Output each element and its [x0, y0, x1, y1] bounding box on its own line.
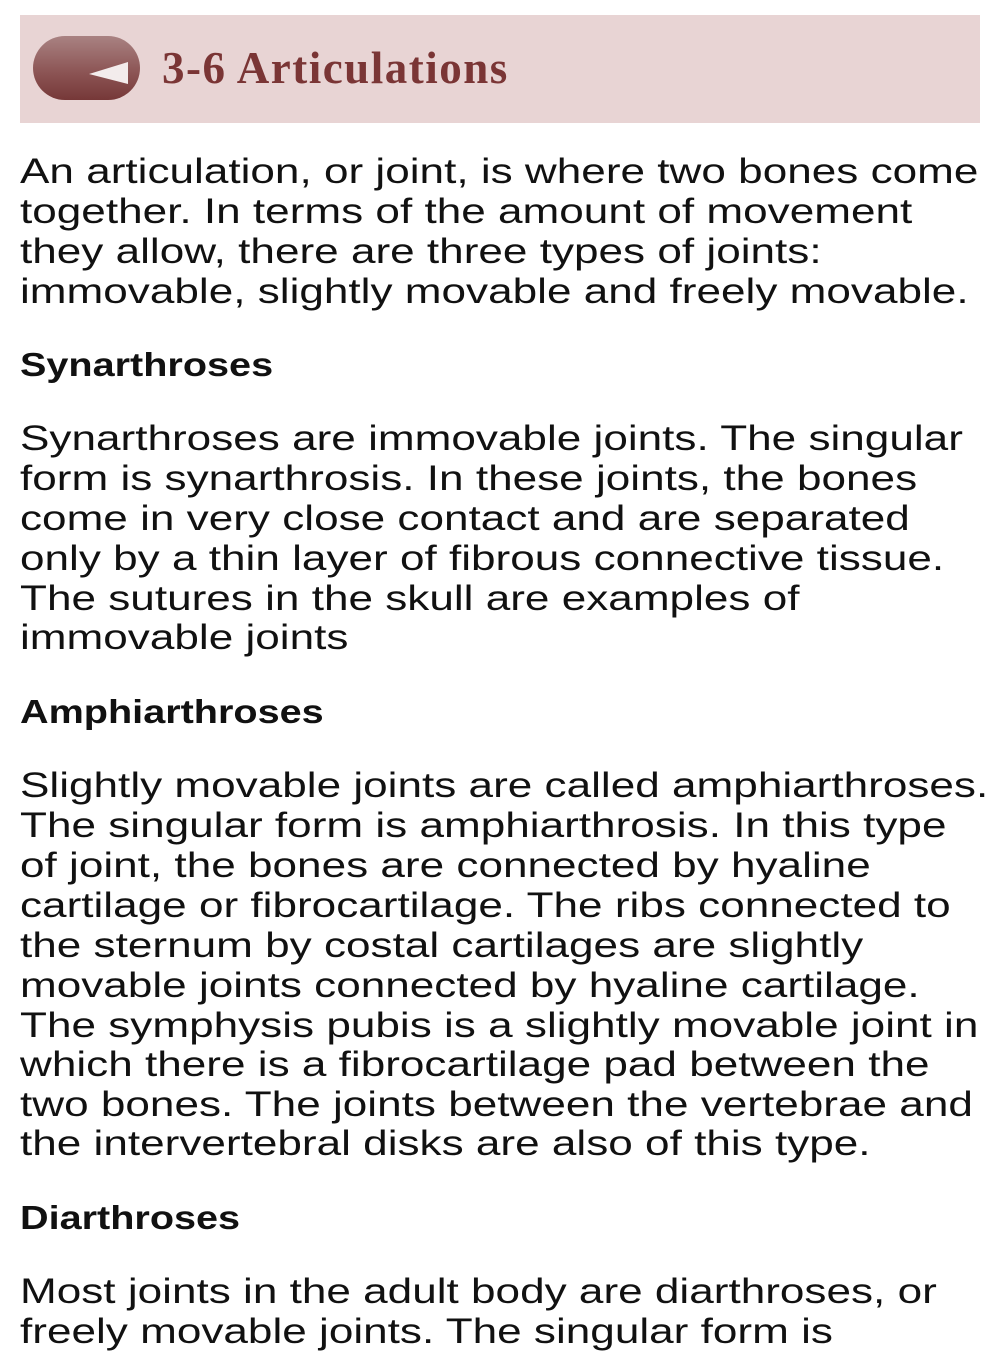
paragraph-line: they allow, there are three types of joints: [20, 232, 822, 271]
back-arrow-icon [33, 36, 140, 100]
paragraph-line: of joint, the bones are connected by hyaline [20, 846, 871, 885]
paragraph-line: form is synarthrosis. In these joints, the bones [20, 459, 918, 498]
paragraph-line: An articulation, or joint, is where two bones come [20, 152, 979, 191]
paragraph-line: the intervertebral disks are also of this type. [20, 1124, 871, 1163]
header-bar [20, 15, 980, 123]
paragraph-line: movable joints connected by hyaline cartilage. [20, 966, 920, 1005]
paragraph-line: two bones. The joints between the vertebrae and [20, 1085, 973, 1124]
paragraph-line: The symphysis pubis is a slightly movable joint in [20, 1006, 979, 1045]
paragraph-line: Most joints in the adult body are diarthroses, or [20, 1272, 937, 1311]
page-title: 3-6 Articulations [162, 43, 509, 93]
section-heading-synarthroses: Synarthroses [20, 346, 274, 383]
paragraph-line: immovable, slightly movable and freely movable. [20, 272, 969, 311]
paragraph-line: freely movable joints. The singular form is [20, 1312, 833, 1351]
paragraph-line: immovable joints [20, 618, 349, 657]
section-heading-diarthroses: Diarthroses [20, 1199, 241, 1236]
paragraph-line: cartilage or fibrocartilage. The ribs connected to [20, 886, 951, 925]
back-button[interactable] [33, 36, 140, 100]
paragraph-line: which there is a fibrocartilage pad between the [20, 1045, 930, 1084]
paragraph-line: The singular form is amphiarthrosis. In this type [20, 806, 947, 845]
paragraph-line: together. In terms of the amount of movement [20, 192, 913, 231]
paragraph-line: Synarthroses are immovable joints. The singular [20, 419, 963, 458]
paragraph-line: only by a thin layer of fibrous connective tissue. [20, 539, 945, 578]
paragraph-line: come in very close contact and are separated [20, 499, 910, 538]
paragraph-line: The sutures in the skull are examples of [20, 579, 800, 618]
section-heading-amphiarthroses: Amphiarthroses [20, 693, 324, 730]
paragraph-line: the sternum by costal cartilages are slightly [20, 926, 864, 965]
paragraph-line: Slightly movable joints are called amphiarthroses. [20, 766, 989, 805]
